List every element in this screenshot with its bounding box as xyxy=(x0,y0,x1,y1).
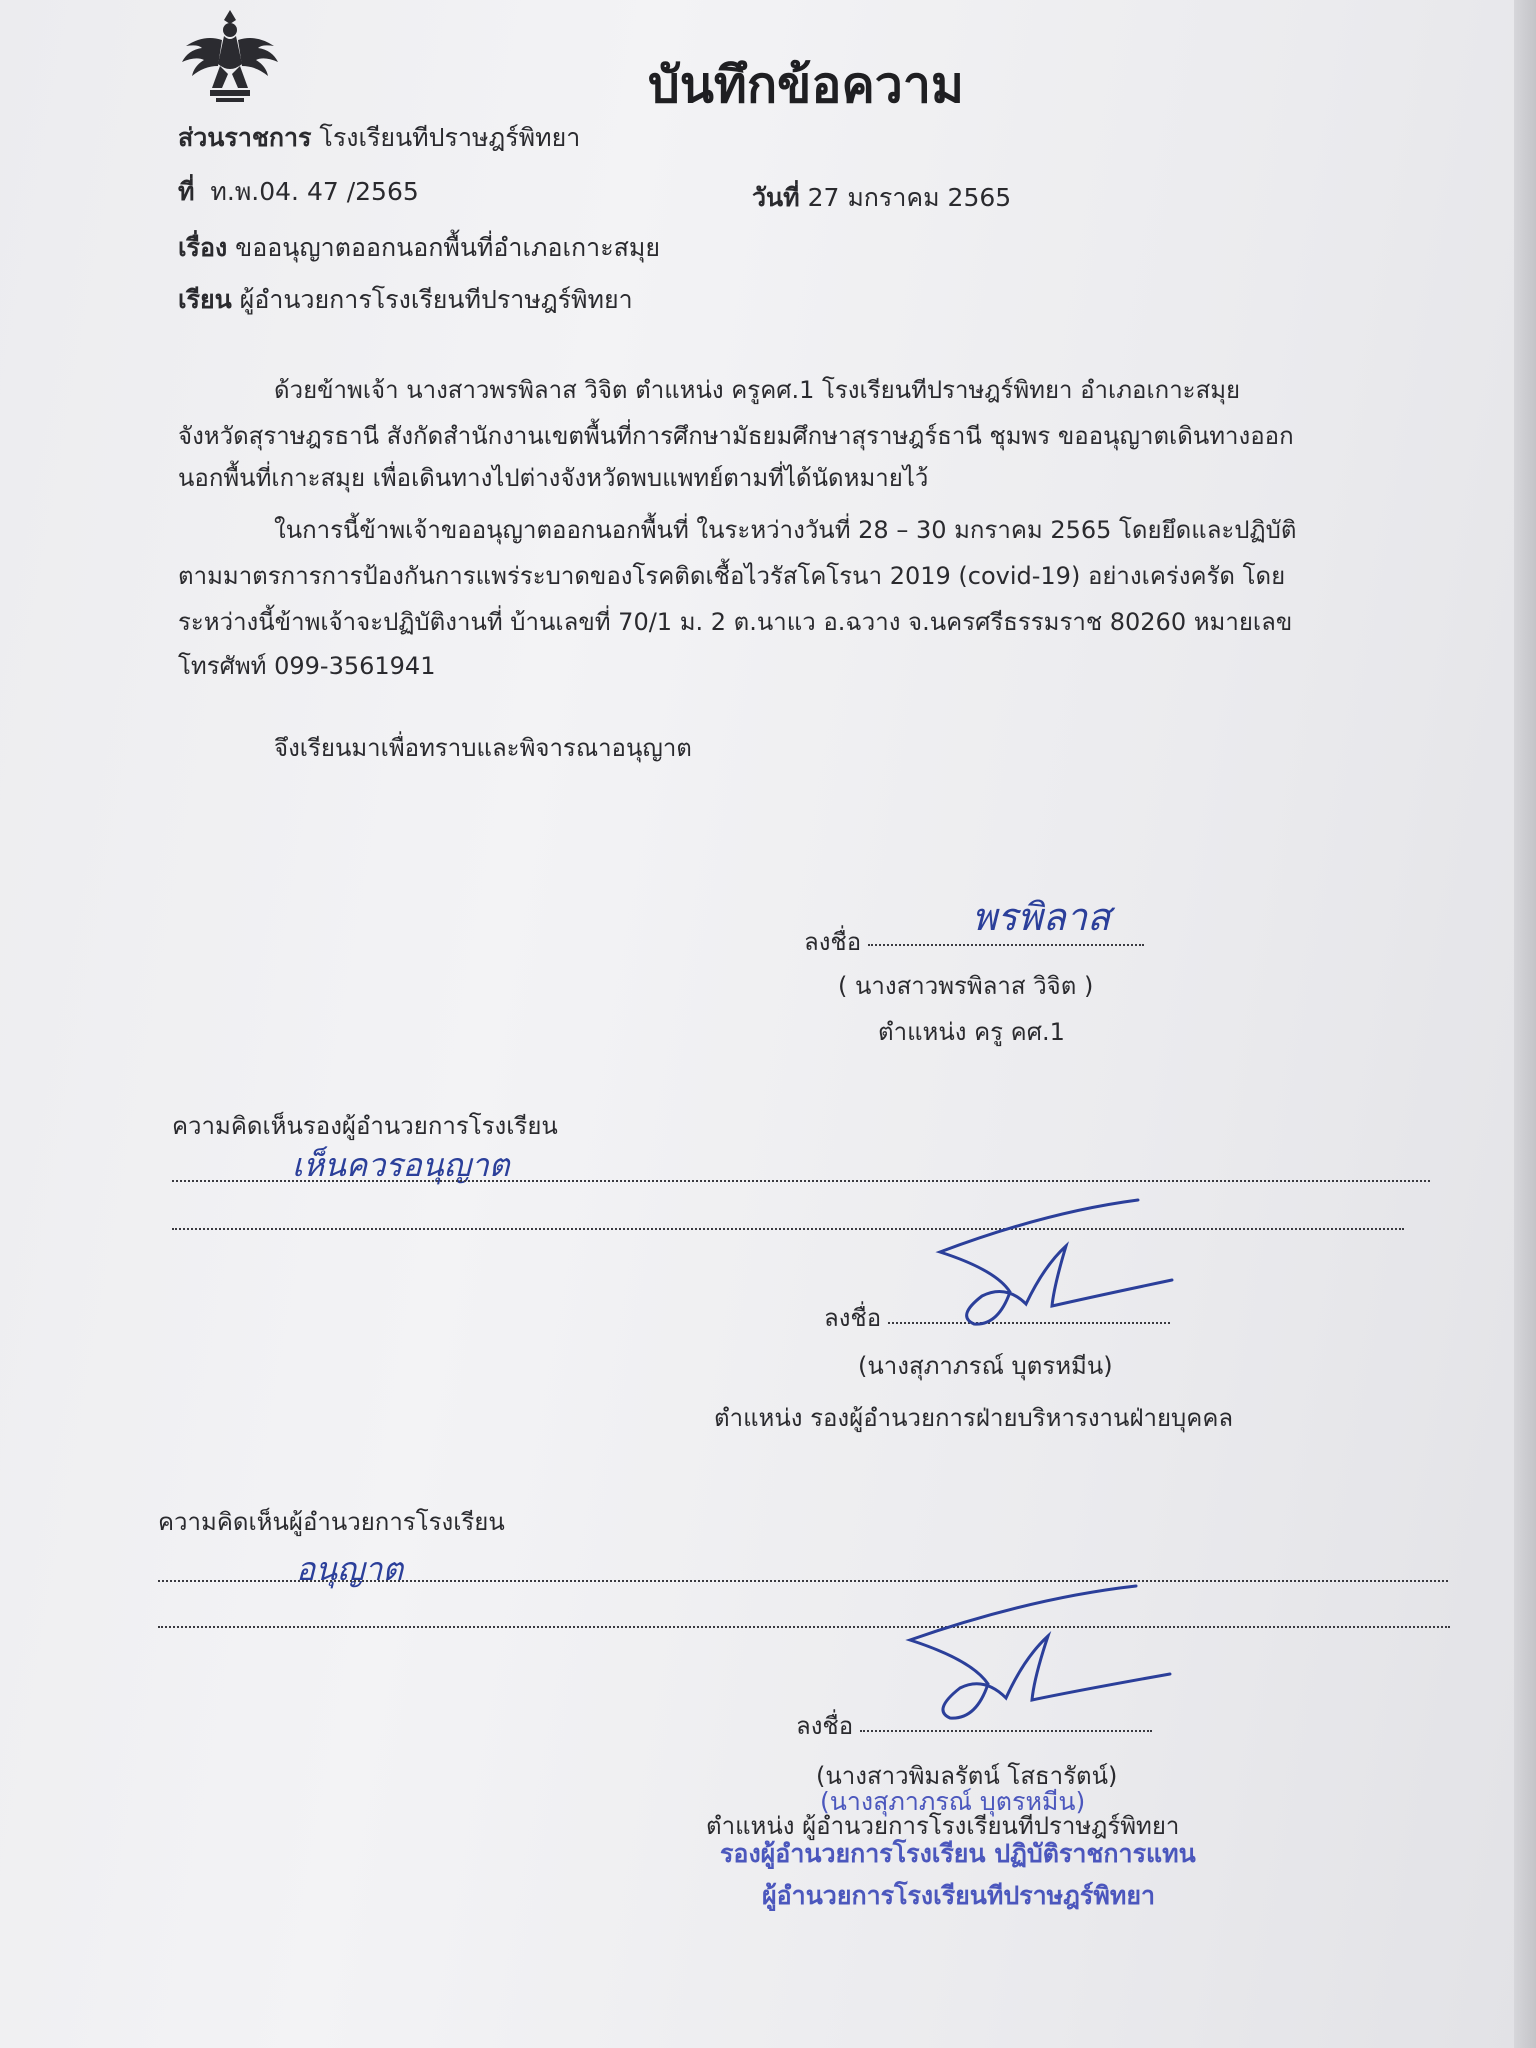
date-label: วันที่ xyxy=(752,183,800,212)
signer1-name: ( นางสาวพรพิลาส วิจิต ) xyxy=(838,972,1094,1000)
signer1-sign-label: ลงชื่อ xyxy=(804,928,862,956)
stamp-line-acting: รองผู้อำนวยการโรงเรียน ปฏิบัติราชการแทน xyxy=(720,1839,1196,1868)
ref-label: ที่ xyxy=(178,177,195,206)
ref-row xyxy=(178,172,419,212)
agency-value: โรงเรียนทีปราษฎร์พิทยา xyxy=(319,123,581,152)
stamp-line-name: (นางสุภาภรณ์ บุตรหมีน) xyxy=(820,1787,1086,1816)
deputy-signature-scribble xyxy=(926,1196,1186,1336)
closing-line: จึงเรียนมาเพื่อทราบและพิจารณาอนุญาต xyxy=(274,734,692,762)
director-handwritten-comment: อนุญาต xyxy=(296,1550,404,1588)
subject-label: เรื่อง xyxy=(178,233,228,262)
memo-title: บันทึกข้อความ xyxy=(648,56,964,114)
deputy-position: ตำแหน่ง รองผู้อำนวยการฝ่ายบริหารงานฝ่ายบุคคล xyxy=(714,1404,1234,1432)
body-line: นอกพื้นที่เกาะสมุย เพื่อเดินทางไปต่างจังหวัดพบแพทย์ตามที่ได้นัดหมายไว้ xyxy=(178,464,929,492)
director-signature-scribble xyxy=(900,1580,1180,1730)
director-comment-line xyxy=(158,1626,1450,1628)
garuda-emblem-icon xyxy=(180,4,280,104)
deputy-comment-line xyxy=(172,1180,1430,1182)
to-value: ผู้อำนวยการโรงเรียนทีปราษฎร์พิทยา xyxy=(239,285,633,314)
deputy-handwritten-comment: เห็นควรอนุญาต xyxy=(292,1146,510,1184)
stamp-line-director: ผู้อำนวยการโรงเรียนทีปราษฎร์พิทยา xyxy=(762,1881,1156,1910)
deputy-comment-line xyxy=(172,1228,1404,1230)
director-position: ตำแหน่ง ผู้อำนวยการโรงเรียนทีปราษฎร์พิทยา xyxy=(706,1812,1180,1840)
deputy-sign-label: ลงชื่อ xyxy=(824,1304,882,1332)
director-sign-line xyxy=(860,1730,1152,1732)
subject-row xyxy=(178,228,660,268)
body-line: ในการนี้ข้าพเจ้าขออนุญาตออกนอกพื้นที่ ในระหว่างวันที่ 28 – 30 มกราคม 2565 โดยยึดและปฏิบัติ xyxy=(274,516,1297,544)
body-line: ด้วยข้าพเจ้า นางสาวพรพิลาส วิจิต ตำแหน่ง ครูคศ.1 โรงเรียนทีปราษฎร์พิทยา อำเภอเกาะสมุย xyxy=(274,376,1241,404)
deputy-comment-heading: ความคิดเห็นรองผู้อำนวยการโรงเรียน xyxy=(172,1112,558,1140)
subject-value: ขออนุญาตออกนอกพื้นที่อำเภอเกาะสมุย xyxy=(235,233,661,262)
director-comment-heading: ความคิดเห็นผู้อำนวยการโรงเรียน xyxy=(158,1508,505,1536)
agency-label: ส่วนราชการ xyxy=(178,123,312,152)
body-line: โทรศัพท์ 099-3561941 xyxy=(178,652,436,680)
page-edge xyxy=(1514,0,1536,2048)
body-line: ระหว่างนี้ข้าพเจ้าจะปฏิบัติงานที่ บ้านเลขที่ 70/1 ม. 2 ต.นาแว อ.ฉวาง จ.นครศรีธรรมราช 80260 หมายเลข xyxy=(178,608,1293,636)
director-name: (นางสาวพิมลรัตน์ โสธารัตน์) xyxy=(816,1762,1118,1790)
deputy-name: (นางสุภาภรณ์ บุตรหมีน) xyxy=(858,1352,1113,1380)
signer1-position: ตำแหน่ง ครู คศ.1 xyxy=(878,1018,1065,1046)
date-row xyxy=(752,178,1011,218)
to-label: เรียน xyxy=(178,285,232,314)
agency-row xyxy=(178,118,580,158)
body-line: ตามมาตรการการป้องกันการแพร่ระบาดของโรคติดเชื้อไวรัสโคโรนา 2019 (covid-19) อย่างเคร่งครัด โดย xyxy=(178,562,1286,590)
director-sign-label: ลงชื่อ xyxy=(796,1712,854,1740)
ref-value: ท.พ.04. 47 /2565 xyxy=(210,177,419,206)
date-value: 27 มกราคม 2565 xyxy=(807,183,1012,212)
body-line: จังหวัดสุราษฎรธานี สังกัดสำนักงานเขตพื้นที่การศึกษามัธยมศึกษาสุราษฎร์ธานี ชุมพร ขออนุญาตเดินทางออก xyxy=(178,422,1294,450)
signer1-signature: พรพิลาส xyxy=(972,895,1111,939)
director-comment-line xyxy=(158,1580,1448,1582)
to-row xyxy=(178,280,633,320)
